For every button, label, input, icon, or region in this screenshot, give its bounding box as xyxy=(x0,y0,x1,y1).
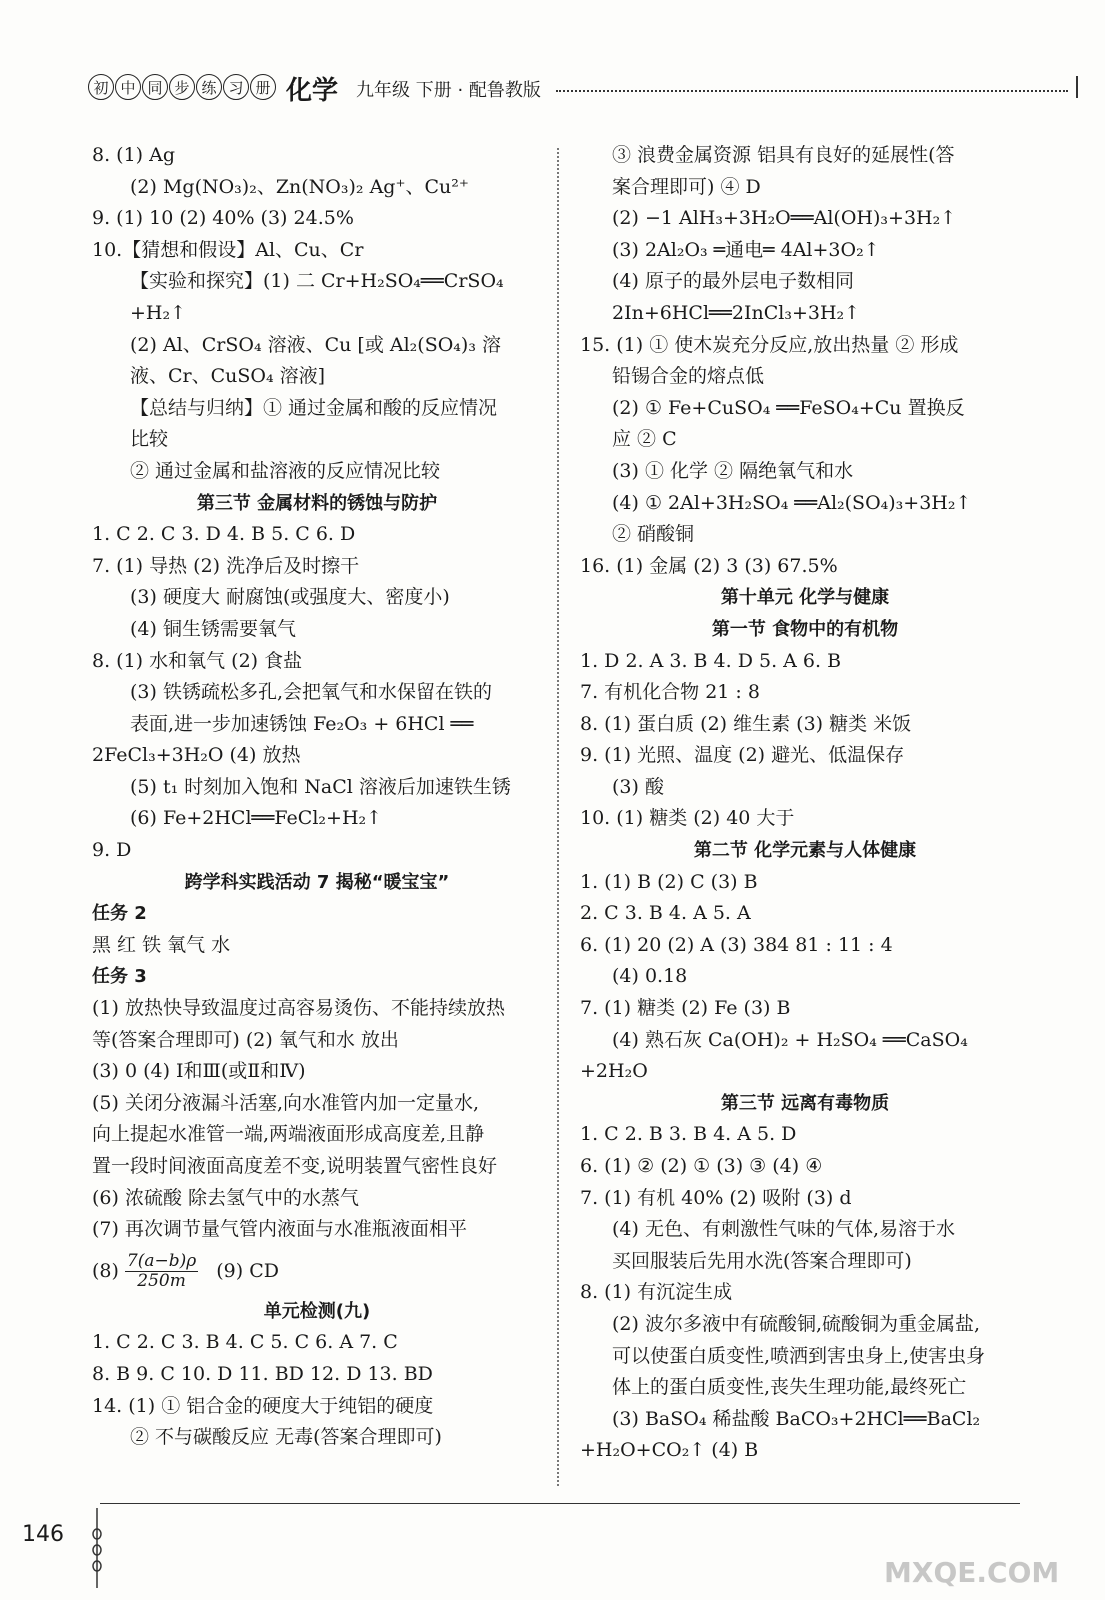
answer-line: 1. C 2. C 3. B 4. C 5. C 6. A 7. C xyxy=(92,1331,398,1354)
answer-line: 1. D 2. A 3. B 4. D 5. A 6. B xyxy=(580,649,842,672)
answer-line: (3) 0 (4) Ⅰ和Ⅲ(或Ⅱ和Ⅳ) xyxy=(92,1060,306,1083)
section-heading: 跨学科实践活动 7 揭秘“暖宝宝” xyxy=(184,871,450,893)
answer-line: 比较 xyxy=(130,428,169,451)
answer-line: (3) 铁锈疏松多孔,会把氧气和水保留在铁的 xyxy=(130,681,492,704)
answer-line: ② 通过金属和盐溶液的反应情况比较 xyxy=(130,459,441,482)
answer-line: (4) ① 2Al+3H₂SO₄ ══Al₂(SO₄)₃+3H₂↑ xyxy=(612,491,972,514)
left-column xyxy=(92,140,542,1454)
answer-line: 1. C 2. B 3. B 4. A 5. D xyxy=(580,1123,797,1146)
answer-line: (3) 酸 xyxy=(612,775,664,798)
series-seal-char: 初 xyxy=(88,74,114,100)
grade-edition: 九年级 下册 · 配鲁教版 xyxy=(356,80,541,101)
section-heading: 第三节 远离有毒物质 xyxy=(720,1092,890,1114)
answer-line: (4) 原子的最外层电子数相同 xyxy=(612,270,854,293)
header-end-bar xyxy=(1076,76,1078,98)
series-seal-char: 同 xyxy=(142,74,168,100)
answer-line: +2H₂O xyxy=(580,1060,648,1083)
task-heading: 任务 3 xyxy=(92,966,147,988)
series-seal-char: 练 xyxy=(196,74,222,100)
answer-line: 案合理即可) ④ D xyxy=(612,175,761,198)
answer-line: 15. (1) ① 使木炭充分反应,放出热量 ② 形成 xyxy=(580,333,959,356)
answer-line: (6) 浓硫酸 除去氢气中的水蒸气 xyxy=(92,1186,359,1209)
series-seal-char: 册 xyxy=(250,74,276,100)
answer-line: 14. (1) ① 铝合金的硬度大于纯铝的硬度 xyxy=(92,1394,434,1417)
task-heading: 任务 2 xyxy=(92,903,147,925)
header-dotted-rule xyxy=(556,90,1068,92)
answer-line: (3) 2Al₂O₃ ═通电═ 4Al+3O₂↑ xyxy=(612,238,880,261)
section-heading: 第十单元 化学与健康 xyxy=(720,587,890,609)
series-seal-char: 步 xyxy=(169,74,195,100)
answer-line: 可以使蛋白质变性,喷洒到害虫身上,使害虫身 xyxy=(612,1344,986,1367)
answer-line: (5) 关闭分液漏斗活塞,向水准管内加一定量水, xyxy=(92,1091,480,1114)
answer-line: ② 硝酸铜 xyxy=(612,523,695,546)
answer-line: (3) ① 化学 ② 隔绝氧气和水 xyxy=(612,459,854,482)
watermark-text: MXQE.COM xyxy=(884,1556,1060,1589)
right-column xyxy=(580,140,1030,1467)
answer-line: (2) −1 AlH₃+3H₂O══Al(OH)₃+3H₂↑ xyxy=(612,207,957,230)
answer-line: 【总结与归纳】① 通过金属和酸的反应情况 xyxy=(130,396,498,419)
answer-line: 向上提起水准管一端,两端液面形成高度差,且静 xyxy=(92,1123,485,1146)
page-header xyxy=(88,70,1078,108)
answer-line: 液、Cr、CuSO₄ 溶液] xyxy=(130,365,326,388)
watermark-logo xyxy=(884,1500,1074,1600)
answer-line: (2) 波尔多液中有硫酸铜,硫酸铜为重金属盐, xyxy=(612,1312,981,1335)
answer-line: 表面,进一步加速锈蚀 Fe₂O₃ + 6HCl ══ xyxy=(130,712,474,735)
answer-line: 等(答案合理即可) (2) 氧气和水 放出 xyxy=(92,1028,399,1051)
fraction-following-answer: (9) CD xyxy=(216,1259,279,1282)
answer-line: 8. (1) 蛋白质 (2) 维生素 (3) 糖类 米饭 xyxy=(580,712,912,735)
series-seal-char: 中 xyxy=(115,74,141,100)
answer-line: (2) Mg(NO₃)₂、Zn(NO₃)₂ Ag⁺、Cu²⁺ xyxy=(130,175,469,198)
answer-line: 1. (1) B (2) C (3) B xyxy=(580,870,758,893)
answer-line: 应 ② C xyxy=(612,428,677,451)
answer-line: 8. (1) 水和氧气 (2) 食盐 xyxy=(92,649,303,672)
answer-line: 8. B 9. C 10. D 11. BD 12. D 13. BD xyxy=(92,1362,433,1385)
section-heading: 第二节 化学元素与人体健康 xyxy=(693,840,917,862)
answer-line: (1) 放热快导致温度过高容易烫伤、不能持续放热 xyxy=(92,997,505,1020)
answer-line: 16. (1) 金属 (2) 3 (3) 67.5% xyxy=(580,554,838,577)
answer-line: +H₂↑ xyxy=(130,301,187,324)
fraction-label: (8) xyxy=(92,1259,119,1282)
answer-line: 9. D xyxy=(92,839,132,862)
answer-line: 9. (1) 10 (2) 40% (3) 24.5% xyxy=(92,207,354,230)
answer-line: 2FeCl₃+3H₂O (4) 放热 xyxy=(92,744,301,767)
answer-line: ③ 浪费金属资源 铝具有良好的延展性(答 xyxy=(612,144,955,166)
answer-line: (3) BaSO₄ 稀盐酸 BaCO₃+2HCl══BaCl₂ xyxy=(612,1407,981,1430)
answer-line: (4) 铜生锈需要氧气 xyxy=(130,617,296,640)
answer-line: 置一段时间液面高度差不变,说明装置气密性良好 xyxy=(92,1155,498,1177)
answer-line: ② 不与碳酸反应 无毒(答案合理即可) xyxy=(130,1426,442,1449)
answer-line: (6) Fe+2HCl══FeCl₂+H₂↑ xyxy=(130,807,383,830)
footer-ornament-icon xyxy=(90,1508,104,1588)
answer-line: (4) 熟石灰 Ca(OH)₂ + H₂SO₄ ══CaSO₄ xyxy=(612,1028,968,1051)
answer-line: (7) 再次调节量气管内液面与水准瓶液面相平 xyxy=(92,1218,467,1241)
answer-line: 1. C 2. C 3. D 4. B 5. C 6. D xyxy=(92,523,356,546)
section-heading: 第一节 食物中的有机物 xyxy=(711,618,899,640)
answer-line: 7. (1) 有机 40% (2) 吸附 (3) d xyxy=(580,1186,852,1209)
section-heading: 第三节 金属材料的锈蚀与防护 xyxy=(196,492,438,514)
fraction-numerator: 7(a−b)ρ xyxy=(126,1251,197,1272)
page-number: 146 xyxy=(22,1522,64,1547)
fraction xyxy=(125,1252,198,1291)
answer-line: 7. 有机化合物 21 : 8 xyxy=(580,681,760,704)
answer-line: 体上的蛋白质变性,丧失生理功能,最终死亡 xyxy=(612,1376,967,1399)
series-seal-char: 习 xyxy=(223,74,249,100)
answer-line: 铅锡合金的熔点低 xyxy=(612,365,765,388)
section-heading: 单元检测(九) xyxy=(263,1300,371,1322)
answer-line: (4) 无色、有刺激性气味的气体,易溶于水 xyxy=(612,1218,955,1241)
answer-line: 7. (1) 导热 (2) 洗净后及时擦干 xyxy=(92,554,360,577)
answer-line: +H₂O+CO₂↑ (4) B xyxy=(580,1439,759,1462)
answer-line: (2) Al、CrSO₄ 溶液、Cu [或 Al₂(SO₄)₃ 溶 xyxy=(130,333,501,356)
answer-line: (5) t₁ 时刻加入饱和 NaCl 溶液后加速铁生锈 xyxy=(130,775,511,798)
answer-line: 7. (1) 糖类 (2) Fe (3) B xyxy=(580,997,791,1020)
answer-line: 2In+6HCl══2InCl₃+3H₂↑ xyxy=(612,301,861,324)
answer-line: (3) 硬度大 耐腐蚀(或强度大、密度小) xyxy=(130,586,450,609)
answer-line: 黑 红 铁 氧气 水 xyxy=(92,933,231,956)
fraction-denominator: 250m xyxy=(137,1271,186,1292)
answer-line: 9. (1) 光照、温度 (2) 避光、低温保存 xyxy=(580,744,905,767)
answer-line: 6. (1) 20 (2) A (3) 384 81 : 11 : 4 xyxy=(580,933,893,956)
answer-line: 6. (1) ② (2) ① (3) ③ (4) ④ xyxy=(580,1155,823,1177)
answer-line: (2) ① Fe+CuSO₄ ══FeSO₄+Cu 置换反 xyxy=(612,396,965,419)
answer-line: (4) 0.18 xyxy=(612,965,688,988)
answer-line: 8. (1) 有沉淀生成 xyxy=(580,1281,733,1304)
column-divider xyxy=(557,148,559,1486)
answer-line: 2. C 3. B 4. A 5. A xyxy=(580,902,751,925)
footer-rule xyxy=(100,1503,1020,1504)
book-series-seals xyxy=(88,74,277,100)
answer-line: 10.【猜想和假设】Al、Cu、Cr xyxy=(92,238,364,261)
answer-line: 买回服装后先用水洗(答案合理即可) xyxy=(612,1249,912,1272)
subject-title: 化学 xyxy=(286,76,339,106)
fraction-answer-line xyxy=(92,1246,542,1296)
answer-line: 【实验和探究】(1) 二 Cr+H₂SO₄══CrSO₄ xyxy=(130,270,504,293)
answer-line: 10. (1) 糖类 (2) 40 大于 xyxy=(580,807,795,830)
answer-line: 8. (1) Ag xyxy=(92,144,176,166)
